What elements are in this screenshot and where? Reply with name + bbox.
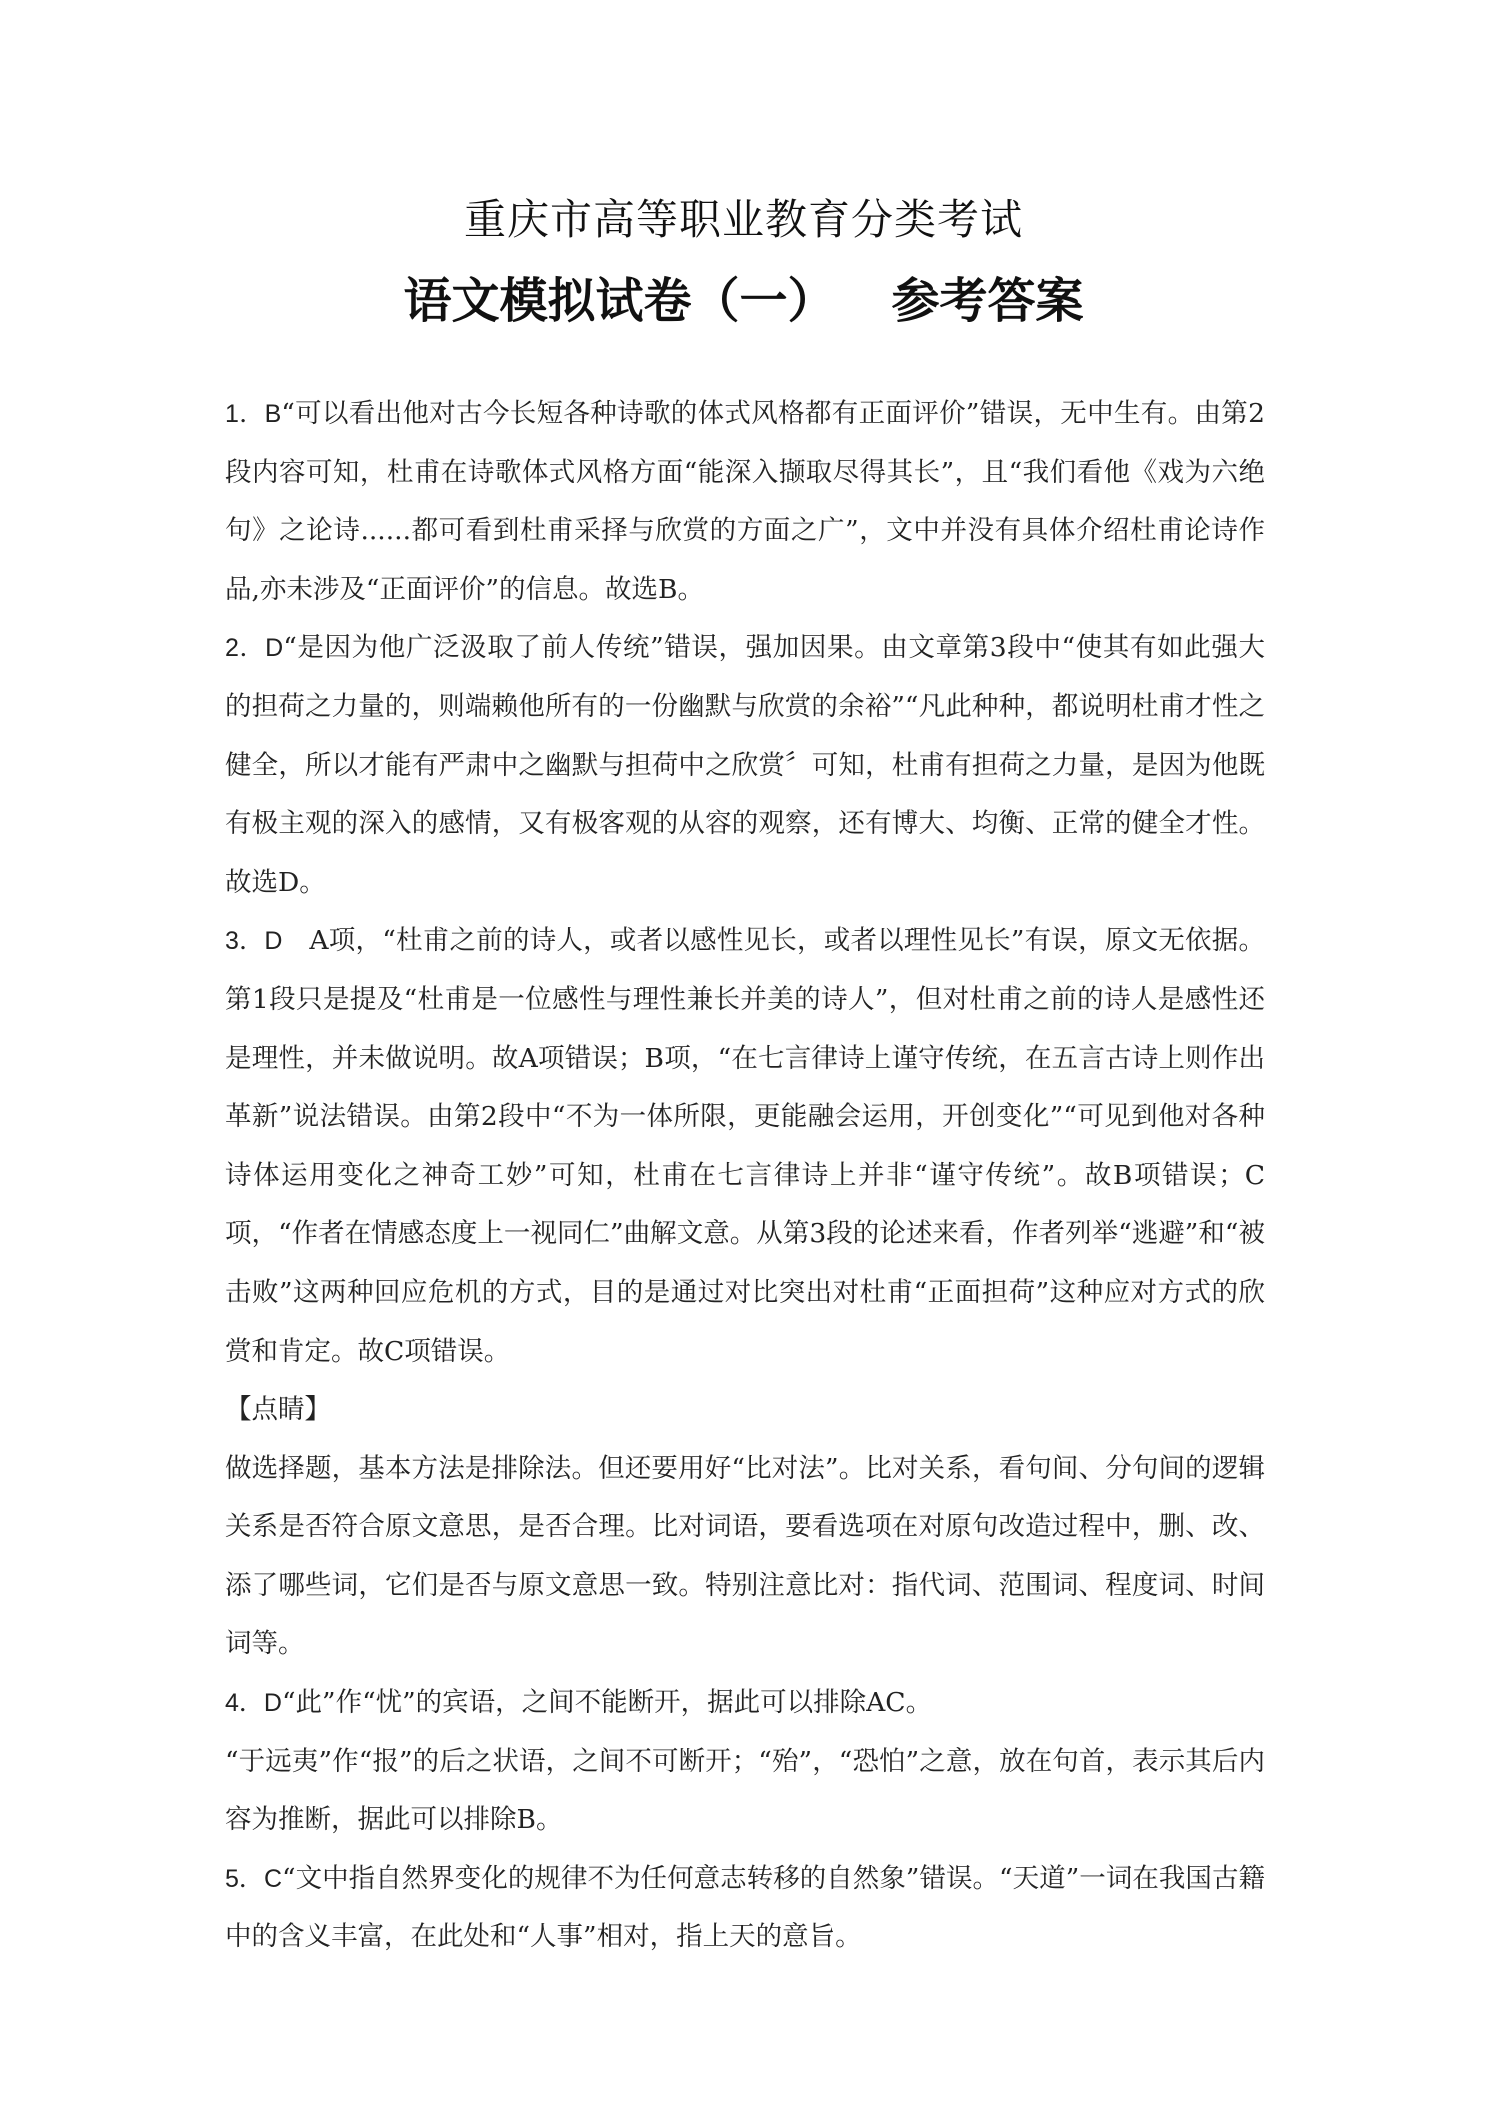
tip-heading: 【点睛】 xyxy=(225,1394,331,1426)
document-title: 重庆市高等职业教育分类考试 xyxy=(463,195,1023,244)
answer-number: 3．D xyxy=(225,927,283,956)
answer-item-4-continued: “于远夷”作“报”的后之状语，之间不可断开；“殆”，“恐怕”之意，放在句首，表示其后内容为推断，据此可以排除B。 xyxy=(225,1745,1265,1836)
answer-number: 2．D xyxy=(225,634,284,663)
answer-number: 1．B xyxy=(225,400,282,428)
subtitle-answer-key: 参考答案 xyxy=(891,273,1084,329)
answer-body xyxy=(225,385,1265,1967)
answer-item-5 xyxy=(225,1850,1265,1967)
document-subtitle xyxy=(0,270,1487,332)
answer-number: 4．D xyxy=(225,1689,282,1718)
answer-explanation: “文中指自然界变化的规律不为任何意志转移的自然象”错误。“天道”一词在我国古籍中的含义丰富，在此处和“人事”相对，指上天的意旨。 xyxy=(225,1862,1265,1953)
tip-text: 做选择题，基本方法是排除法。但还要用好“比对法”。比对关系，看句间、分句间的逻辑关系是否符合原文意思，是否合理。比对词语，要看选项在对原句改造过程中，删、改、添了哪些词，它们是否与原文意思一致。特别注意比对：指代词、范围词、程度词、时间词等。 xyxy=(225,1452,1265,1660)
answer-item-1 xyxy=(225,385,1265,619)
answer-item-4 xyxy=(225,1674,1265,1733)
subtitle-exam-name: 语文模拟试卷（一） xyxy=(403,273,836,329)
answer-explanation: “可以看出他对古今长短各种诗歌的体式风格都有正面评价”错误，无中生有。由第2段内容可知，杜甫在诗歌体式风格方面“能深入撷取尽得其长”，且“我们看他《戏为六绝句》之论诗......都可看到杜甫采择与欣赏的方面之广”，文中并没有具体介绍杜甫论诗作品,亦未涉及“正面评价”的信息。故选B。 xyxy=(225,398,1265,605)
answer-number: 5．C xyxy=(225,1864,283,1893)
answer-explanation: A项，“杜甫之前的诗人，或者以感性见长，或者以理性见长”有误，原文无依据。第1段只是提及“杜甫是一位感性与理性兼长并美的诗人”，但对杜甫之前的诗人是感性还是理性，并未做说明。故A项错误；B项，“在七言律诗上谨守传统，在五言古诗上则作出革新”说法错误。由第2段中“不为一体所限，更能融会运用，开创变化”“可见到他对各种诗体运用变化之神奇工妙”可知，杜甫在七言律诗上并非“谨守传统”。故B项错误；C项，“作者在情感态度上一视同仁”曲解文意。从第3段的论述来看，作者列举“逃避”和“被击败”这两种回应危机的方式，目的是通过对比突出对杜甫“正面担荷”这种应对方式的欣赏和肯定。故C项错误。 xyxy=(225,925,1266,1367)
answer-explanation: “此”作“忧”的宾语，之间不能断开，据此可以排除AC。 xyxy=(281,1687,933,1719)
answer-item-2 xyxy=(225,619,1265,912)
answer-item-3 xyxy=(225,912,1265,1381)
answer-explanation: “是因为他广泛汲取了前人传统”错误，强加因果。由文章第3段中“使其有如此强大的担荷之力量的，则端赖他所有的一份幽默与欣赏的余裕”“凡此种种，都说明杜甫才性之健全，所以才能有严肃中之幽默与担荷中之欣赏〞可知，杜甫有担荷之力量，是因为他既有极主观的深入的感情，又有极客观的从容的观察，还有博大、均衡、正常的健全才性。故选D。 xyxy=(225,632,1265,898)
